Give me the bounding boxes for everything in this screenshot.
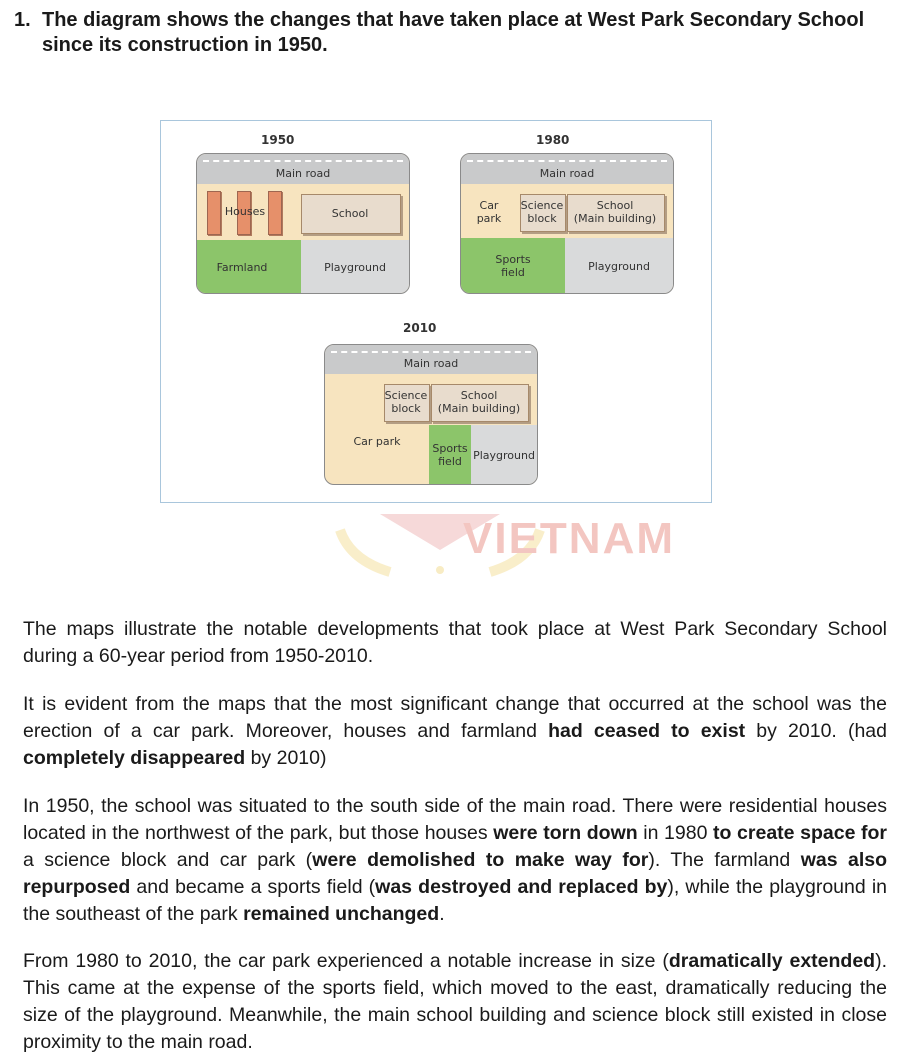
paragraph-body-2 xyxy=(23,948,887,1056)
main-road-label: Main road xyxy=(539,167,595,180)
sports-field-label xyxy=(461,238,565,294)
car-park-label xyxy=(465,194,513,230)
bold-phrase: was also repurposed xyxy=(23,849,888,898)
text-run: In 1950, the school was situated to the south side of the main road. There were residential houses located in the northwest of the park, but those houses xyxy=(23,795,887,844)
school-line2: (Main building) xyxy=(437,402,521,415)
farmland-label: Farmland xyxy=(216,260,268,274)
school-line1: School xyxy=(460,389,498,402)
sports-line2: field xyxy=(438,455,462,468)
playground-label: Playground xyxy=(473,448,535,462)
sports-field-label xyxy=(429,425,471,485)
car-park-line2: park xyxy=(476,212,502,225)
school-label: School xyxy=(331,206,369,220)
sports-line1: Sports xyxy=(495,253,531,266)
house-3 xyxy=(268,191,282,235)
bold-phrase: was destroyed and replaced by xyxy=(375,876,668,898)
school-label xyxy=(431,384,527,420)
bold-phrase: were torn down xyxy=(493,822,638,844)
map-2010-year: 2010 xyxy=(403,321,437,335)
science-block-label xyxy=(384,384,428,420)
science-line1: Science xyxy=(384,389,428,402)
map-1980-year: 1980 xyxy=(536,133,570,147)
paragraph-intro: The maps illustrate the notable developments that took place at West Park Secondary School during a 60-year period from 1950-2010. xyxy=(23,618,887,667)
science-block-label xyxy=(520,194,564,230)
text-run: by 2010. (had xyxy=(745,720,887,742)
text-run: ). The farmland xyxy=(648,849,801,871)
sports-line2: field xyxy=(501,266,525,279)
science-line2: block xyxy=(527,212,557,225)
text-run: From 1980 to 2010, the car park experienced a notable increase in size ( xyxy=(23,950,669,972)
playground-label: Playground xyxy=(588,259,650,273)
text-run: a science block and car park ( xyxy=(23,849,313,871)
car-park-line1: Car xyxy=(479,199,499,212)
playground-label: Playground xyxy=(324,260,386,274)
bold-phrase: remained unchanged xyxy=(243,903,440,925)
bold-phrase: had ceased to exist xyxy=(548,720,746,742)
watermark-text: VIETNAM xyxy=(463,514,675,563)
main-road-label: Main road xyxy=(275,167,331,180)
sports-line1: Sports xyxy=(432,442,468,455)
bold-phrase: dramatically extended xyxy=(668,950,876,972)
science-line1: Science xyxy=(520,199,564,212)
text-run: in 1980 xyxy=(637,822,714,844)
school-line2: (Main building) xyxy=(573,212,657,225)
question-text: The diagram shows the changes that have taken place at West Park Secondary School since its construction in 1950. xyxy=(42,9,865,56)
house-1 xyxy=(207,191,221,235)
science-line2: block xyxy=(391,402,421,415)
bold-phrase: to create space for xyxy=(713,822,888,844)
text-run: and became a sports field ( xyxy=(130,876,376,898)
paragraph-body-1 xyxy=(23,793,887,928)
paragraph-overview xyxy=(23,691,887,772)
text-run: It is evident from the maps that the most significant change that occurred at the school was the erection of a car park. Moreover, houses and farmland xyxy=(23,693,887,742)
question-number: 1. xyxy=(14,9,31,31)
map-1950-year: 1950 xyxy=(261,133,295,147)
map-2010 xyxy=(324,344,538,485)
text-run: . xyxy=(439,903,445,925)
map-1980 xyxy=(460,153,674,294)
map-1950 xyxy=(196,153,410,294)
text-run: by 2010) xyxy=(245,747,327,769)
main-road-label: Main road xyxy=(403,357,459,370)
bold-phrase: completely disappeared xyxy=(23,747,246,769)
text-run: ). This came at the expense of the sports field, which moved to the east, dramatically reducing the size of the playground. Meanwhile, the main school building and science block still existed in close proximity to the main road. xyxy=(23,950,888,1053)
maps-figure xyxy=(160,120,712,503)
school-label xyxy=(567,194,663,230)
bold-phrase: were demolished to make way for xyxy=(312,849,649,871)
school-line1: School xyxy=(596,199,634,212)
text-run: ), while the playground in the southeast of the park xyxy=(23,876,888,925)
car-park-label: Car park xyxy=(353,434,401,448)
houses-label: Houses xyxy=(224,204,266,218)
